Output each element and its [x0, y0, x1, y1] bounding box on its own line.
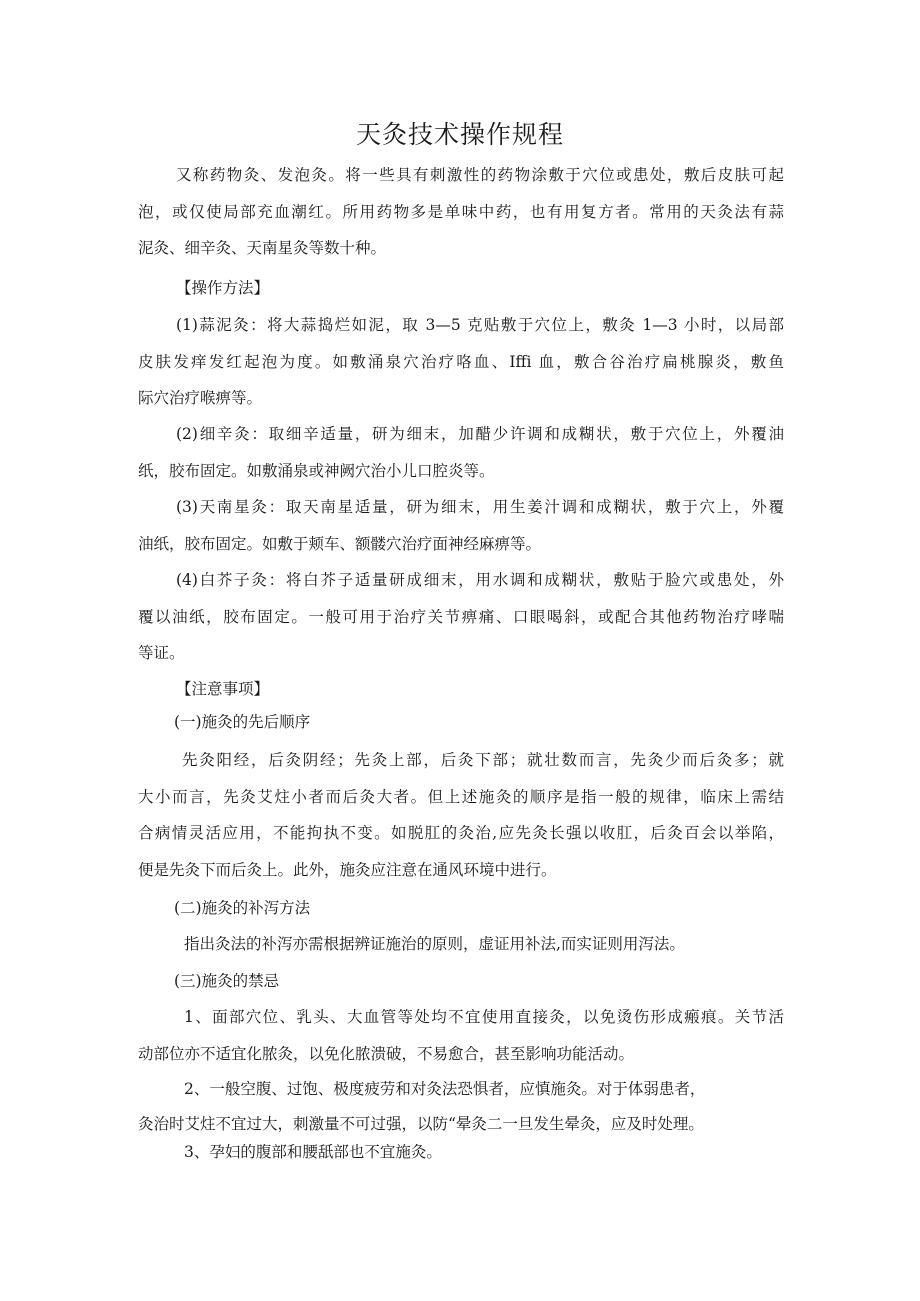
section-1-line: 合病情灵活应用，不能拘执不变。如脱肛的灸治,应先灸长强以收肛，后灸百会以举陷，	[138, 824, 784, 842]
notes-heading: 【注意事项】	[176, 680, 270, 698]
section-3-item-1-line: 动部位亦不适宜化脓灸，以免化脓溃破，不易愈合，甚至影响功能活动。	[138, 1044, 635, 1063]
method-1-line: (1)蒜泥灸：将大蒜捣烂如泥，取 3—5 克贴敷于穴位上，敷灸 1—3 小时，以局部	[176, 316, 784, 334]
document-title: 天灸技术操作规程	[355, 120, 564, 149]
method-1-paragraph	[138, 307, 784, 417]
method-4-line: 等证。	[138, 644, 185, 662]
intro-line: 泡，或仅使局部充血潮红。所用药物多是单味中药，也有用复方者。常用的天灸法有蒜	[138, 202, 784, 221]
section-2-heading: (二)施灸的补泻方法	[174, 899, 311, 917]
method-3-paragraph	[138, 489, 784, 562]
section-2-body: 指出灸法的补泻亦需根据辨证施治的原则，虚证用补法,而实证则用泻法。	[184, 935, 685, 953]
method-2-line: 纸，胶布固定。如敷涌泉或神阙穴治小儿口腔炎等。	[138, 461, 495, 480]
section-1-line: 便是先灸下而后灸上。此外，施灸应注意在通风环境中进行。	[138, 860, 557, 879]
method-4-paragraph	[138, 562, 784, 672]
section-3-item-1-line: 1、面部穴位、乳头、大血管等处均不宜使用直接灸，以免烫伤形成瘢痕。关节活	[184, 1008, 784, 1026]
method-4-line: (4)白芥子灸：将白芥子适量研成细末，用水调和成糊状，敷贴于脸穴或患处，外	[176, 571, 784, 589]
section-3-item-1	[138, 999, 784, 1072]
section-3-heading: (三)施灸的禁忌	[174, 972, 280, 990]
method-1-line: 际穴治疗喉痹等。	[138, 389, 263, 407]
section-3-item-2-line: 2、一般空腹、过饱、极度疲劳和对灸法恐惧者，应慎施灸。对于体弱患者，	[184, 1080, 706, 1098]
section-1-paragraph	[138, 742, 784, 888]
method-3-line: 油纸，胶布固定。如敷于颊车、额髅穴治疗面神经麻痹等。	[138, 534, 542, 553]
section-1-heading: (一)施灸的先后顺序	[174, 713, 311, 731]
methods-heading: 【操作方法】	[176, 279, 270, 297]
section-3-item-3: 3、孕妇的腹部和腰舐部也不宜施灸。	[184, 1143, 442, 1161]
method-1-line: 皮肤发痒发红起泡为度。如敷涌泉穴治疗咯血、Iffi 血，敷合谷治疗扁桃腺炎，敷鱼	[138, 352, 784, 371]
method-2-line: (2)细辛灸：取细辛适量，研为细末，加醋少许调和成糊状，敷于穴位上，外覆油	[176, 425, 784, 443]
intro-line: 泥灸、细辛灸、天南星灸等数十种。	[138, 239, 387, 257]
intro-line: 又称药物灸、发泡灸。将一些具有刺激性的药物涂敷于穴位或患处，敷后皮肤可起	[176, 166, 784, 184]
method-4-line: 覆以油纸，胶布固定。一般可用于治疗关节痹痛、口眼喝斜，或配合其他药物治疗哮喘	[138, 607, 784, 626]
section-3-item-2-line: 灸治时艾炷不宜过大，刺激量不可过强，以防“晕灸二一旦发生晕灸，应及时处理。	[138, 1115, 704, 1133]
section-1-line: 大小而言，先灸艾炷小者而后灸大者。但上述施灸的顺序是指一般的规律，临床上需结	[138, 787, 784, 806]
method-2-paragraph	[138, 416, 784, 489]
method-3-line: (3)天南星灸：取天南星适量，研为细末，用生姜汁调和成糊状，敷于穴上，外覆	[176, 498, 784, 516]
section-1-line: 先灸阳经，后灸阴经；先灸上部，后灸下部；就壮数而言，先灸少而后灸多；就	[182, 751, 784, 769]
intro-paragraph	[138, 157, 784, 267]
